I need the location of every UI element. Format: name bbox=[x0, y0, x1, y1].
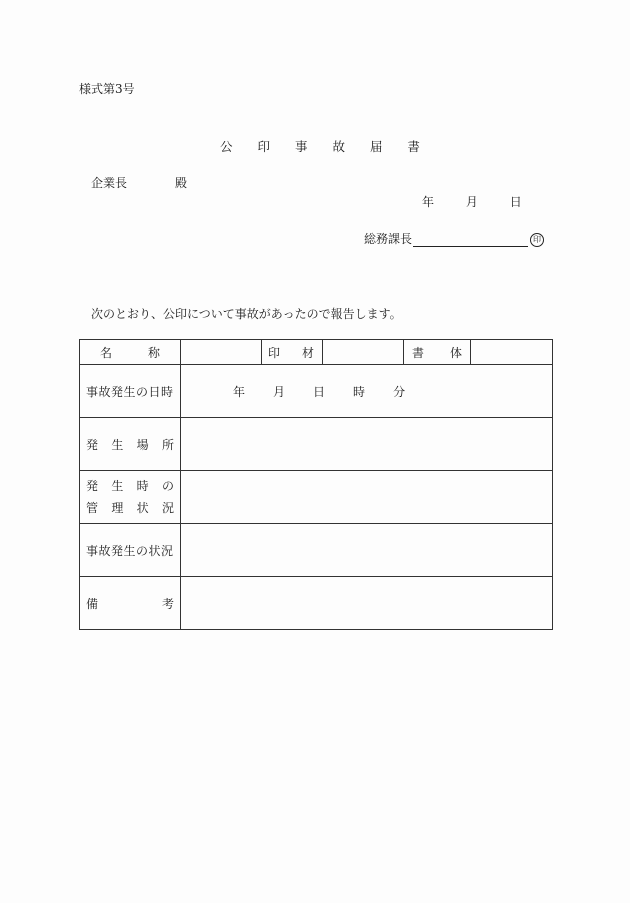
submission-date bbox=[422, 193, 522, 210]
label-char: 発 bbox=[86, 437, 99, 452]
unit-year: 年 bbox=[233, 384, 246, 399]
datetime-input-cell[interactable] bbox=[181, 365, 553, 418]
label-char: 書 bbox=[412, 345, 425, 360]
style-input-cell[interactable] bbox=[471, 340, 553, 365]
addressee-honorific: 殿 bbox=[175, 176, 188, 190]
place-input-cell[interactable] bbox=[181, 418, 553, 471]
table-row bbox=[80, 365, 553, 418]
unit-minute: 分 bbox=[393, 384, 406, 399]
style-label-cell bbox=[404, 340, 471, 365]
form-number: 様式第3号 bbox=[79, 82, 135, 96]
name-label-cell bbox=[80, 340, 181, 365]
title-char: 届 bbox=[369, 139, 383, 154]
situation-label: 事故発生の状況 bbox=[86, 543, 174, 558]
table-row bbox=[80, 577, 553, 630]
label-char: の bbox=[161, 479, 174, 493]
date-day-label: 日 bbox=[509, 195, 522, 209]
label-char: 所 bbox=[161, 437, 174, 452]
unit-hour: 時 bbox=[353, 384, 366, 399]
title-char: 書 bbox=[407, 139, 420, 154]
material-input-cell[interactable] bbox=[323, 340, 404, 365]
date-year-label: 年 bbox=[422, 195, 435, 209]
table-row bbox=[80, 418, 553, 471]
addressee-name: 企業長 bbox=[91, 176, 128, 190]
label-char: 況 bbox=[161, 501, 174, 515]
place-label-cell bbox=[80, 418, 181, 471]
management-label-cell bbox=[80, 471, 181, 524]
approver-signature bbox=[364, 230, 544, 247]
table-row bbox=[80, 524, 553, 577]
label-char: 備 bbox=[86, 596, 99, 611]
management-input-cell[interactable] bbox=[181, 471, 553, 524]
remarks-input-cell[interactable] bbox=[181, 577, 553, 630]
unit-month: 月 bbox=[273, 384, 286, 399]
table-row bbox=[80, 471, 553, 524]
seal-icon: 印 bbox=[530, 233, 544, 247]
situation-label-cell bbox=[80, 524, 181, 577]
label-char: 考 bbox=[161, 596, 174, 611]
datetime-label: 事故発生の日時 bbox=[86, 384, 174, 399]
approver-label: 総務課長 bbox=[364, 232, 413, 246]
label-char: 状 bbox=[136, 501, 149, 515]
intro-text: 次のとおり、公印について事故があったので報告します。 bbox=[91, 307, 402, 321]
addressee bbox=[91, 174, 187, 191]
label-char: 発 bbox=[86, 479, 99, 493]
label-char: 印 bbox=[268, 345, 281, 360]
title-char: 公 bbox=[220, 139, 233, 154]
label-char: 時 bbox=[136, 479, 149, 493]
label-char: 材 bbox=[301, 345, 314, 360]
datetime-label-cell bbox=[80, 365, 181, 418]
label-char: 管 bbox=[86, 501, 99, 515]
label-char: 名 bbox=[100, 345, 113, 360]
label-char: 生 bbox=[111, 437, 124, 452]
name-input-cell[interactable] bbox=[181, 340, 262, 365]
material-label-cell bbox=[262, 340, 323, 365]
situation-input-cell[interactable] bbox=[181, 524, 553, 577]
unit-day: 日 bbox=[313, 384, 326, 399]
date-month-label: 月 bbox=[465, 195, 478, 209]
label-char: 体 bbox=[449, 345, 462, 360]
label-char: 称 bbox=[147, 345, 160, 360]
label-char: 場 bbox=[136, 437, 149, 452]
signature-line[interactable] bbox=[413, 234, 528, 247]
title-char: 故 bbox=[332, 139, 345, 154]
label-char: 生 bbox=[111, 479, 124, 493]
title-char: 事 bbox=[294, 139, 308, 154]
label-char: 理 bbox=[111, 501, 124, 515]
report-table bbox=[79, 339, 553, 630]
remarks-label-cell bbox=[80, 577, 181, 630]
title-char: 印 bbox=[257, 139, 270, 154]
table-row bbox=[80, 340, 553, 365]
document-title bbox=[220, 137, 420, 155]
